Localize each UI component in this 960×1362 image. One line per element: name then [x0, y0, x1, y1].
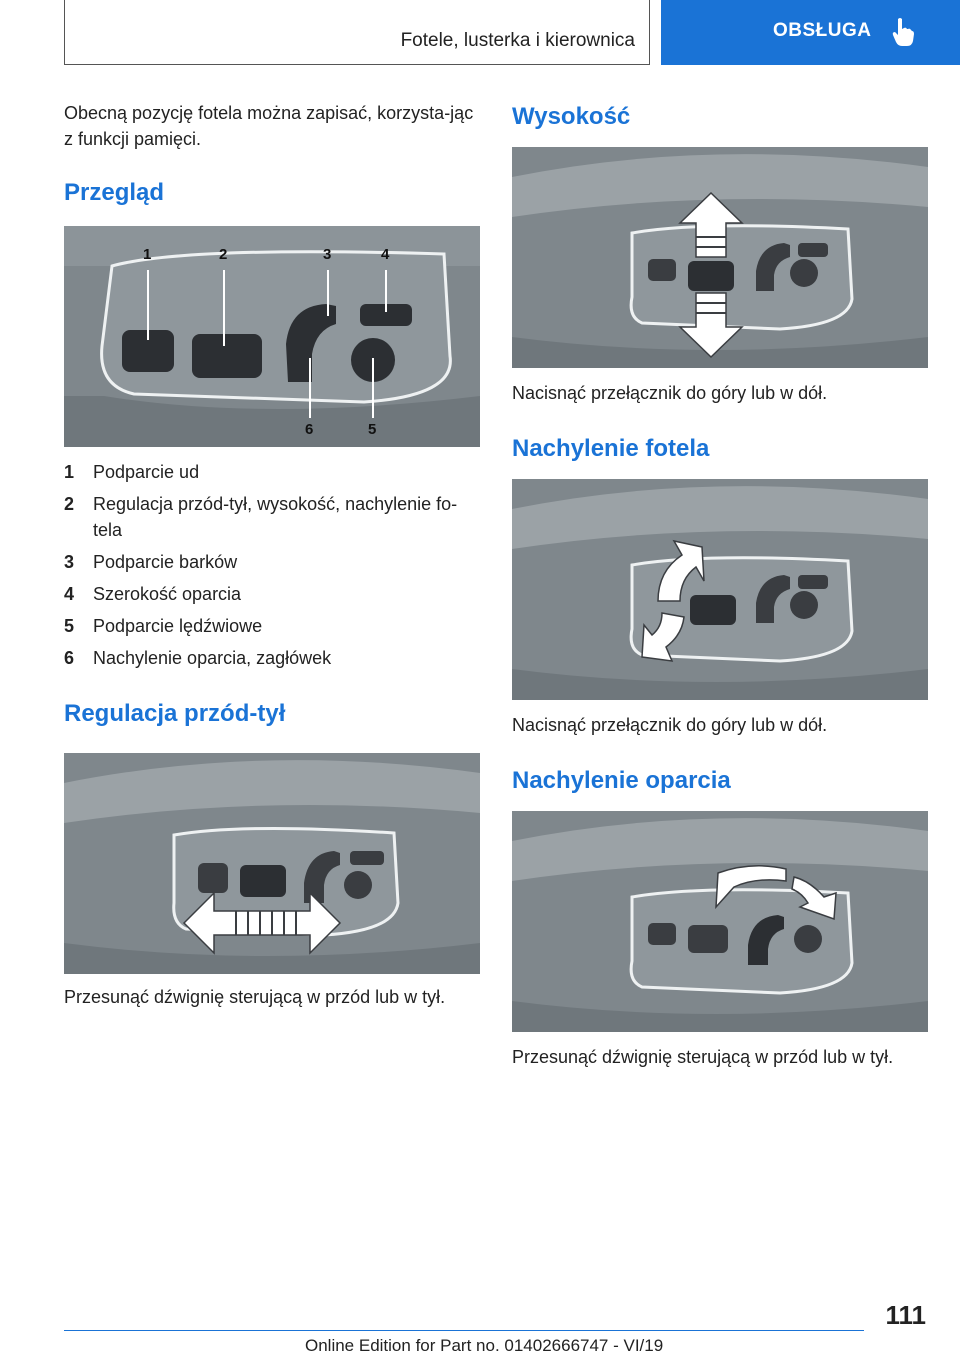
- height-text: Nacisnąć przełącznik do góry lub w dół.: [512, 383, 828, 403]
- fore-aft-text: Przesunąć dźwignię sterującą w przód lub w tył.: [64, 987, 446, 1007]
- legend-number: 1: [64, 462, 75, 482]
- backrest-tilt-figure: [512, 811, 928, 1032]
- fore-aft-heading: Regulacja przód-tył: [64, 700, 286, 727]
- figure-label-2: 2: [219, 246, 228, 263]
- seat-tilt-figure: [512, 479, 928, 700]
- section-title-box: [64, 0, 650, 65]
- seat-tilt-heading: Nachylenie fotela: [512, 435, 710, 462]
- section-title: Fotele, lusterka i kierownica: [400, 30, 635, 51]
- footer-divider: [64, 1330, 864, 1331]
- hand-pointer-icon: [892, 17, 914, 47]
- chapter-tab-label: OBSŁUGA: [773, 19, 872, 41]
- legend-text: Podparcie barków: [93, 552, 238, 572]
- height-heading: Wysokość: [512, 103, 631, 130]
- legend-number: 2: [64, 494, 75, 514]
- legend-item: [64, 491, 480, 543]
- seat-controls-overview-figure: [64, 226, 480, 447]
- legend-item: [64, 549, 480, 575]
- right-column: [512, 100, 928, 1070]
- figure-label-6: 6: [305, 421, 314, 438]
- legend-number: 5: [64, 616, 75, 636]
- legend-text: Nachylenie oparcia, zagłówek: [93, 648, 332, 668]
- legend-text: Podparcie lędźwiowe: [93, 616, 263, 636]
- height-adjustment-figure: [512, 147, 928, 368]
- legend-item: [64, 645, 480, 671]
- legend-item: [64, 459, 480, 485]
- backrest-text: Przesunąć dźwignię sterującą w przód lub w tył.: [512, 1047, 894, 1067]
- overview-heading: Przegląd: [64, 179, 165, 206]
- overview-legend: [64, 459, 480, 671]
- figure-label-3: 3: [323, 246, 332, 263]
- legend-number: 4: [64, 584, 75, 604]
- legend-number: 6: [64, 648, 75, 668]
- legend-item: [64, 581, 480, 607]
- chapter-tab[interactable]: [661, 0, 960, 65]
- left-column: [64, 100, 480, 1010]
- legend-text: Regulacja przód-tył, wysokość, nachylenie fo-tela: [93, 494, 458, 540]
- figure-label-5: 5: [368, 421, 377, 438]
- edition-info: Online Edition for Part no. 01402666747 - VI/19: [305, 1336, 664, 1355]
- figure-label-4: 4: [381, 246, 390, 263]
- legend-number: 3: [64, 552, 75, 572]
- backrest-heading: Nachylenie oparcia: [512, 767, 731, 794]
- legend-item: [64, 613, 480, 639]
- fore-aft-adjustment-figure: [64, 753, 480, 974]
- figure-label-1: 1: [143, 246, 152, 263]
- legend-text: Szerokość oparcia: [93, 584, 242, 604]
- seat-tilt-text: Nacisnąć przełącznik do góry lub w dół.: [512, 715, 828, 735]
- legend-text: Podparcie ud: [93, 462, 200, 482]
- intro-paragraph: Obecną pozycję fotela można zapisać, korzysta-jąc z funkcji pamięci.: [64, 103, 474, 149]
- page-number: 111: [885, 1300, 926, 1330]
- page-header: [0, 0, 960, 66]
